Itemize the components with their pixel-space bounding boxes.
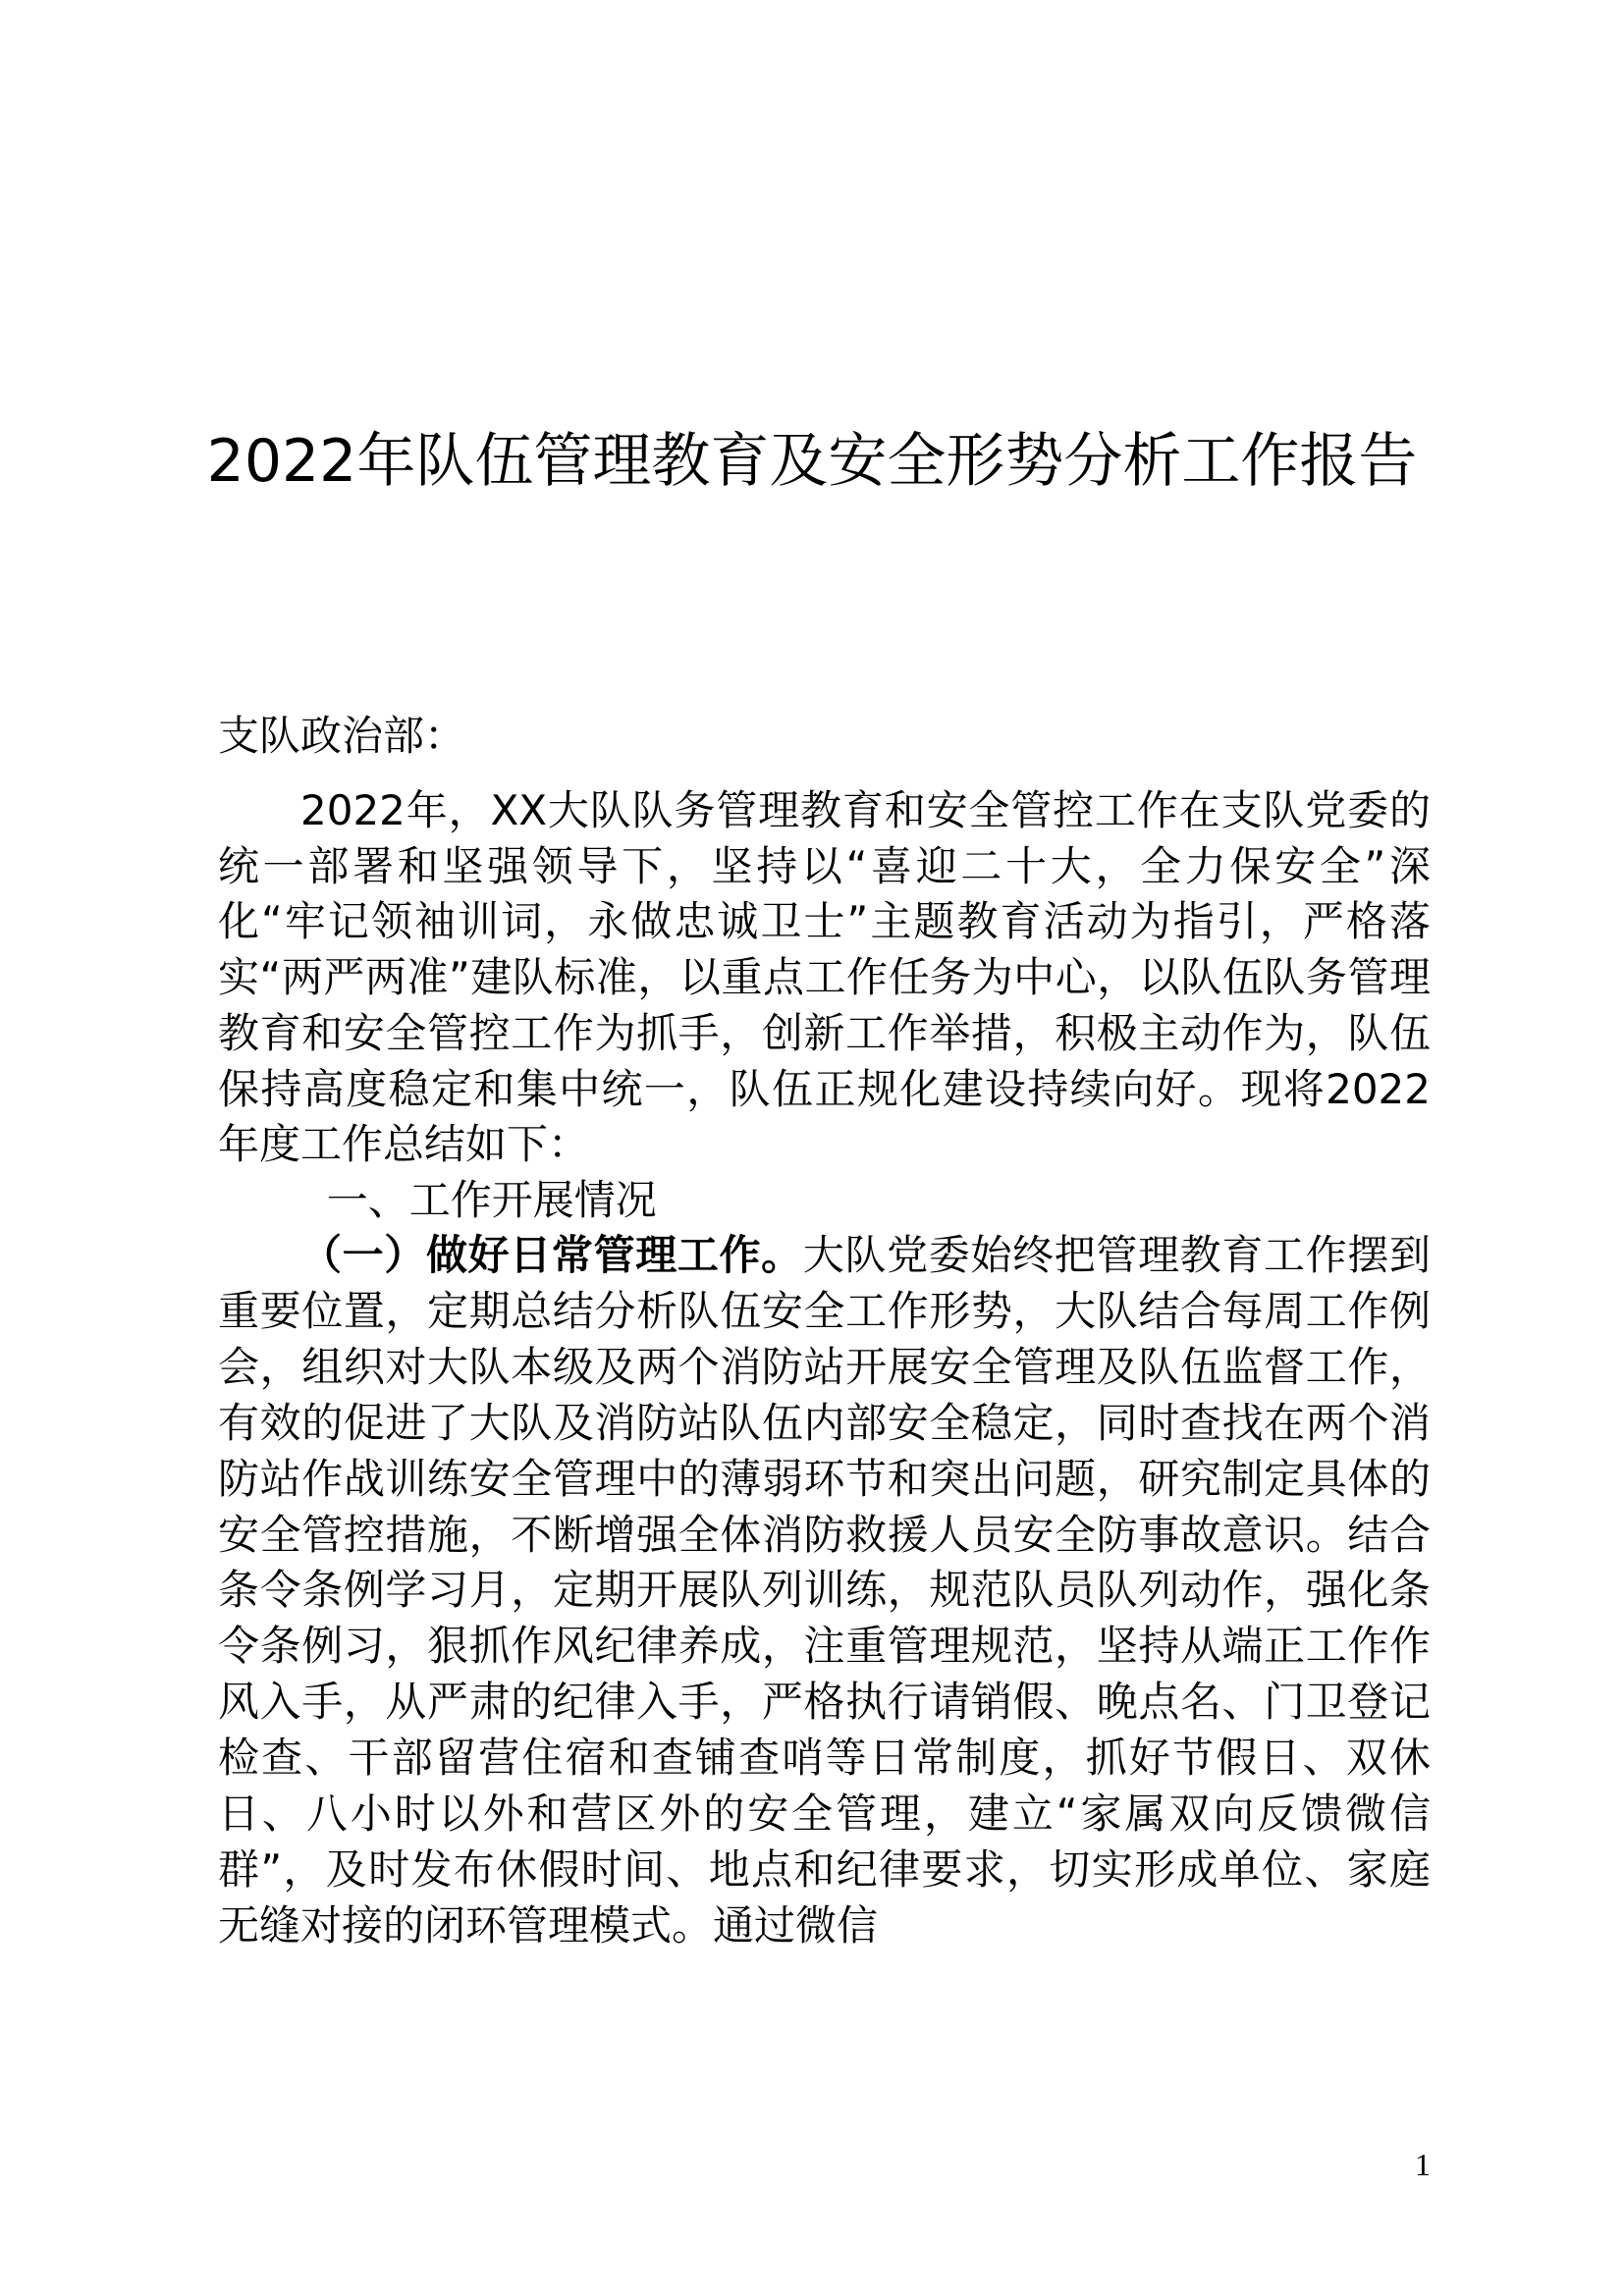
page-number: 1 xyxy=(1415,2147,1431,2182)
section-heading-text: 一、工作开展情况 xyxy=(326,1176,657,1224)
body-paragraph xyxy=(218,1228,1431,1954)
intro-paragraph: 2022年，XX大队队务管理教育和安全管控工作在支队党委的统一部署和坚强领导下，坚持以“喜迎二十大，全力保安全”深化“牢记领袖训词，永做忠诚卫士”主题教育活动为指引，严格落实“两严两准”建队标准，以重点工作任务为中心，以队伍队务管理教育和安全管控工作为抓手，创新工作举措，积极主动作为，队伍保持高度稳定和集中统一，队伍正规化建设持续向好。现将2022年度工作总结如下： xyxy=(218,786,1431,1169)
subsection-label: （一）做好日常管理工作。 xyxy=(300,1231,803,1279)
body-paragraph-text: 大队党委始终把管理教育工作摆到重要位置，定期总结分析队伍安全工作形势，大队结合每周工作例会，组织对大队本级及两个消防站开展安全管理及队伍监督工作，有效的促进了大队及消防站队伍内部安全稳定，同时查找在两个消防站作战训练安全管理中的薄弱环节和突出问题，研究制定具体的安全管控措施，不断增强全体消防救援人员安全防事故意识。结合条令条例学习月，定期开展队列训练，规范队员队列动作，强化条令条例习，狠抓作风纪律养成，注重管理规范，坚持从端正工作作风入手，从严肃的纪律入手，严格执行请销假、晚点名、门卫登记检查、干部留营住宿和查铺查哨等日常制度，抓好节假日、双休日、八小时以外和营区外的安全管理，建立“家属双向反馈微信群”，及时发布休假时间、地点和纪律要求，切实形成单位、家庭无缝对接的闭环管理模式。通过微信 xyxy=(218,1231,1431,1949)
section-heading xyxy=(218,1173,1431,1228)
page-title: 2022年队伍管理教育及安全形势分析工作报告 xyxy=(206,427,1418,496)
salutation: 支队政治部： xyxy=(218,712,466,760)
